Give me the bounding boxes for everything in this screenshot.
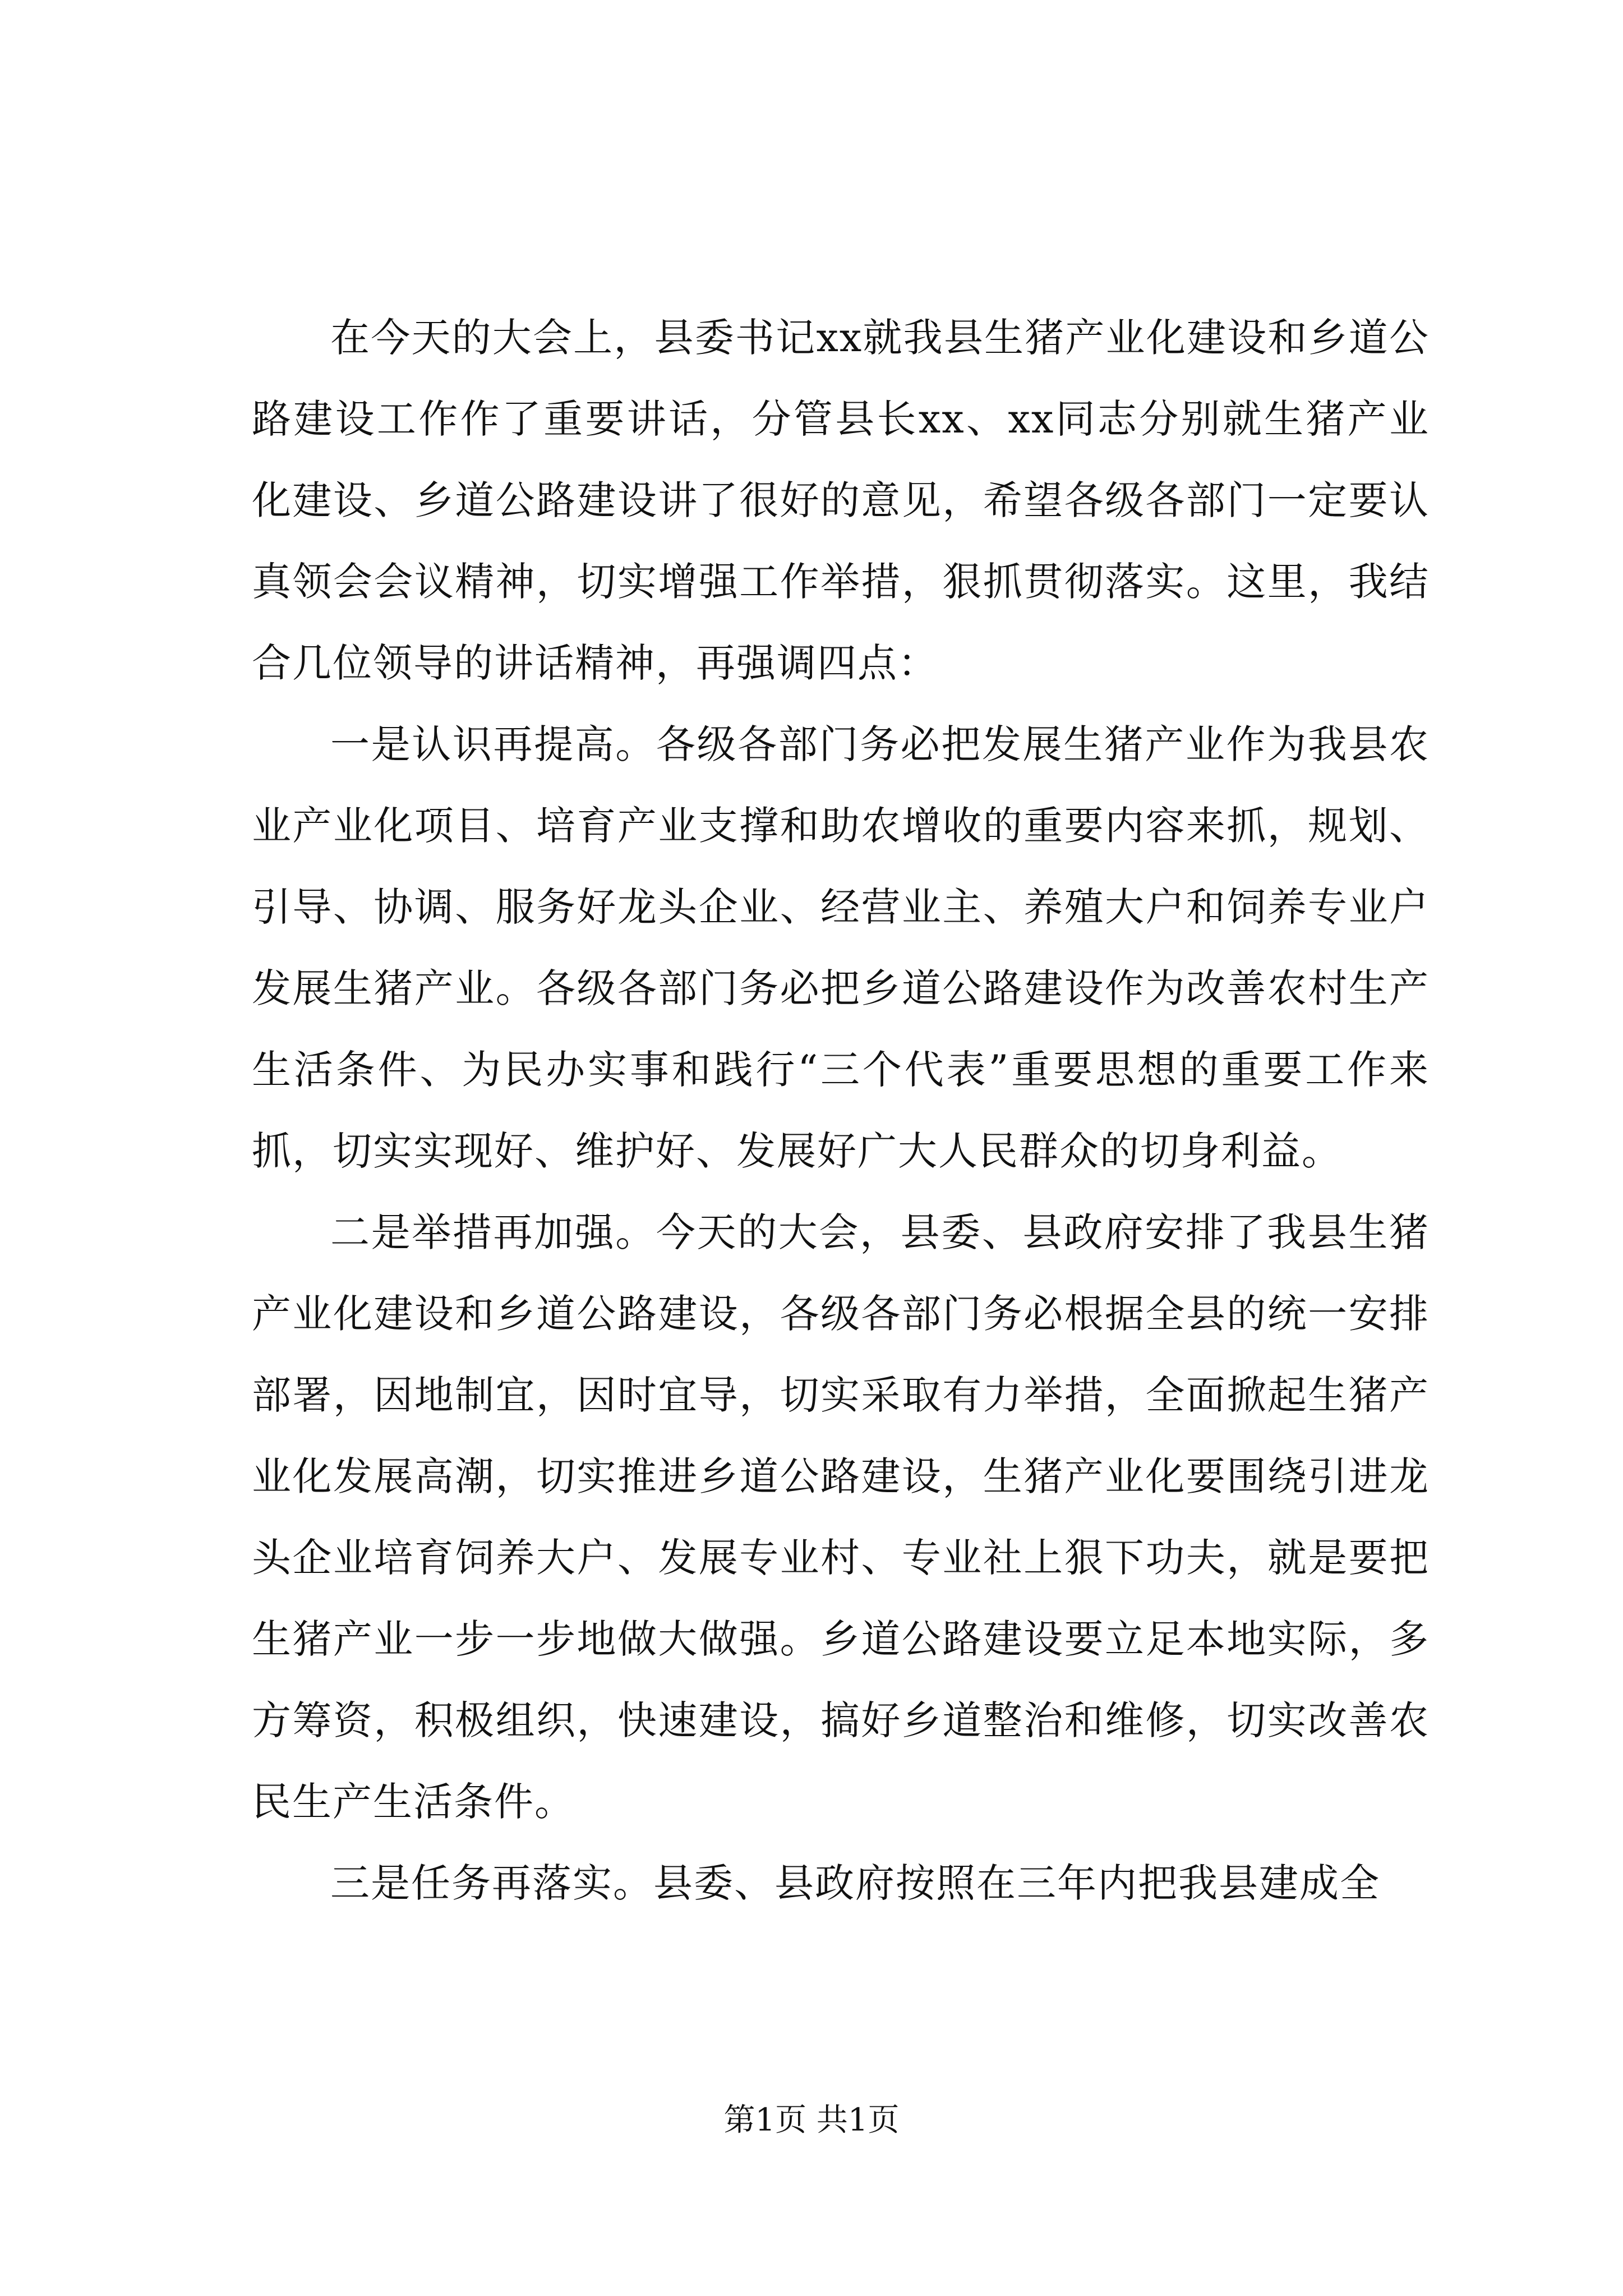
paragraph-point-two: 二是举措再加强。今天的大会，县委、县政府安排了我县生猪产业化建设和乡道公路建设，各级各部门务必根据全县的统一安排部署，因地制宜，因时宜导，切实采取有力举措，全面掀起生猪产业化发展高潮，切实推进乡道公路建设，生猪产业化要围绕引进龙头企业培育饲养大户、发展专业村、专业社上狠下功夫，就是要把生猪产业一步一步地做大做强。乡道公路建设要立足本地实际，多方筹资，积极组织，快速建设，搞好乡道整治和维修，切实改善农民生产生活条件。 xyxy=(252,1209,1430,1825)
paragraph-intro: 在今天的大会上，县委书记xx就我县生猪产业化建设和乡道公路建设工作作了重要讲话，分管县长xx、xx同志分别就生猪产业化建设、乡道公路建设讲了很好的意见，希望各级各部门一定要认真领会会议精神，切实增强工作举措，狠抓贯彻落实。这里，我结合几位领导的讲话精神，再强调四点： xyxy=(252,315,1430,686)
page-footer: 第1页 共1页 xyxy=(723,2102,900,2138)
document-body xyxy=(252,297,1430,1924)
paragraph-point-one: 一是认识再提高。各级各部门务必把发展生猪产业作为我县农业产业化项目、培育产业支撑和助农增收的重要内容来抓，规划、引导、协调、服务好龙头企业、经营业主、养殖大户和饲养专业户发展生猪产业。各级各部门务必把乡道公路建设作为改善农村生产生活条件、为民办实事和践行“三个代表”重要思想的重要工作来抓，切实实现好、维护好、发展好广大人民群众的切身利益。 xyxy=(252,721,1430,1174)
paragraph-point-three: 三是任务再落实。县委、县政府按照在三年内把我县建成全 xyxy=(330,1860,1380,1906)
